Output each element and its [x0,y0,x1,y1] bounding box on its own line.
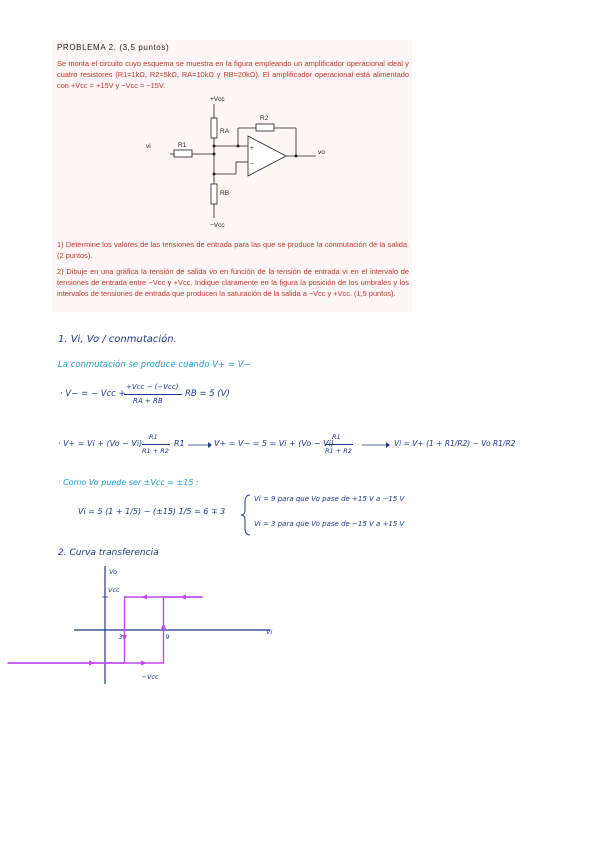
equation-1-lhs: · V− = − Vcc + [60,389,126,399]
question-1: 1) Determine los valores de las tensiones de entrada para las que se produce la conmutación de la salida. (2 puntos). [57,240,409,260]
arrow-high-mid [141,595,147,600]
equation-1-fraction-bar [124,394,182,395]
solution-heading-1: 1. Vi, Vo / conmutación. [58,334,177,345]
case-2: Vi = 3 para que Vo pase de −15 V a +15 V [254,520,405,528]
brace [240,494,252,536]
question-2: 2) Dibuje en una gráfica la tensión de salida vo en función de la tensión de entrada vi en el intervalo de tensiones de entrada entre −Vcc y +Vcc. Indique claramente en la figura la posición de los umbrales y los intervalos de tensiones de entrada que producen la saturación de la salida a −Vcc y +Vcc. (1,5 puntos). [57,267,409,298]
equation-1-numerator: +Vcc − (−Vcc) [126,383,179,391]
high-label: Vcc [108,586,120,594]
equation-2-lhs: · V+ = Vi + (Vo − Vi) [58,439,143,448]
label-vi: vi [146,143,151,150]
tick-label-9: 9 [165,633,170,641]
label-r1: R1 [178,142,187,149]
y-axis-label: Vo [109,568,118,576]
equation-2-r1: R1 [174,439,185,448]
equation-2-denominator: R1 + R2 [142,447,169,455]
label-vcc-bottom: −Vcc [210,222,225,229]
arrow-low-right [89,661,95,666]
arrow-high-left [180,595,186,600]
equation-2-fraction-bar [142,444,170,445]
equation-2b-denominator: R1 + R2 [325,447,352,455]
solution-heading-2: 2. Curva transferencia [58,548,159,558]
arrow-up-threshold [161,623,166,629]
equation-2b: V+ = V− = 5 = Vi + (Vo − Vi) [214,439,334,448]
transfer-curve-chart [70,560,300,690]
equation-2c: Vi = V+ (1 + R1/R2) − Vo R1/R2 [394,439,516,448]
label-vcc-top: +Vcc [210,96,225,103]
case-1: Vi = 9 para que Vo pase de +15 V a −15 V [254,495,405,503]
circuit-diagram [140,92,340,232]
problem-intro: Se monta el circuito cuyo esquema se muestra en la figura empleando un amplificador operacional ideal y cuatro resistores (R1=1kΩ, R2=5kΩ, RA=10kΩ y RB=20kΩ). El amplificador operacional está alimentado con +Vcc = +15V y −Vcc = −15V. [57,59,409,90]
equation-1-denominator: RA + RB [133,397,163,405]
arrow-2 [362,441,390,449]
label-plus: + [250,145,254,152]
arrow-1 [188,441,212,449]
arrow-down-threshold [122,635,127,641]
equation-2b-fraction-bar [325,444,353,445]
low-label: −Vcc [141,673,159,681]
arrow-low-mid [141,661,147,666]
solution-note-1: La conmutación se produce cuando V+ = V− [58,360,251,370]
label-r2: R2 [260,115,269,122]
x-axis-label: Vi [266,628,273,636]
equation-2b-numerator: R1 [332,433,341,441]
label-ra: RA [220,128,230,135]
solution-note-2: · Como Vo puede ser ±Vcc = ±15 : [58,478,199,487]
problem-title: PROBLEMA 2. (3,5 puntos) [57,43,170,52]
label-vo: vo [318,149,325,156]
equation-1-rhs: RB = 5 (V) [185,389,230,399]
label-rb: RB [220,190,230,197]
equation-2-numerator: R1 [149,433,158,441]
tick-label-3: 3 [118,633,123,641]
label-minus: − [250,161,254,168]
equation-3: Vi = 5 (1 + 1/5) − (±15) 1/5 = 6 ∓ 3 [78,507,226,516]
